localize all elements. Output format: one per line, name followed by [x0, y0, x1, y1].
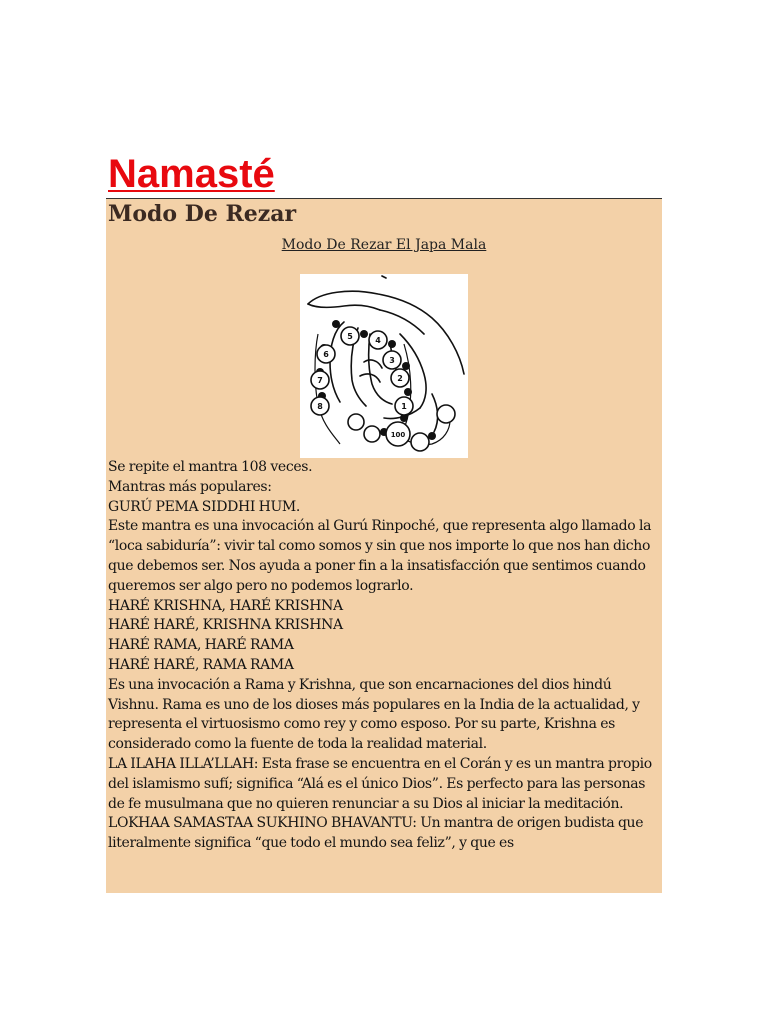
- article-title: Modo De Rezar: [108, 201, 297, 227]
- paragraph: Mantras más populares:: [108, 478, 272, 495]
- hand-with-beads-drawing: [300, 274, 468, 458]
- paragraph: Este mantra es una invocación al Gurú Rinpoché, que representa algo llamado la “loca sabiduría”: vivir tal como somos y sin que nos importe lo que nos han dicho que debemos ser. Nos ayuda a poner fin a la insatisfacción que sentimos cuando queremos ser algo pero no podemos lograrlo.: [108, 518, 652, 594]
- paragraph: LA ILAHA ILLA’LLAH: Esta frase se encuentra en el Corán y es un mantra propio del islamismo sufí; significa “Alá es el único Dios”. Es perfecto para las personas de fe musulmana que no quieren renunciar a su Dios al iniciar la meditación.: [108, 755, 652, 812]
- bead-label: 4: [375, 336, 381, 345]
- bead-label: 100: [390, 431, 406, 439]
- bead-label: 8: [317, 402, 323, 411]
- bead-label: 6: [323, 350, 329, 359]
- paragraph: HARÉ HARÉ, KRISHNA KRISHNA: [108, 617, 343, 634]
- japa-mala-hand-illustration: [300, 274, 468, 458]
- paragraph: Se repite el mantra 108 veces.: [108, 459, 313, 475]
- bead-label: 1: [401, 402, 407, 411]
- paragraph: HARÉ HARÉ, RAMA RAMA: [108, 656, 294, 673]
- paragraph: GURÚ PEMA SIDDHI HUM.: [108, 498, 301, 515]
- paragraph: LOKHAA SAMASTAA SUKHINO BHAVANTU: Un mantra de origen budista que literalmente significa “que todo el mundo sea feliz”, y que es: [108, 815, 644, 852]
- paragraph: Es una invocación a Rama y Krishna, que son encarnaciones del dios hindú Vishnu. Rama es uno de los dioses más populares en la India de la actualidad, y representa el virtuosismo como rey y como esposo. Por su parte, Krishna es considerado como la fuente de toda la realidad material.: [108, 676, 640, 753]
- paragraph: HARÉ KRISHNA, HARÉ KRISHNA: [108, 597, 343, 614]
- site-title[interactable]: Namasté: [108, 152, 275, 196]
- bead-label: 7: [317, 376, 323, 385]
- bead-label: 5: [347, 332, 353, 341]
- article-body: [108, 458, 660, 854]
- bead-label: 2: [397, 374, 403, 383]
- article-subtitle-link[interactable]: Modo De Rezar El Japa Mala: [281, 237, 487, 253]
- bead-label: 3: [389, 356, 395, 365]
- article-panel: [106, 199, 662, 893]
- paragraph: HARÉ RAMA, HARÉ RAMA: [108, 637, 294, 654]
